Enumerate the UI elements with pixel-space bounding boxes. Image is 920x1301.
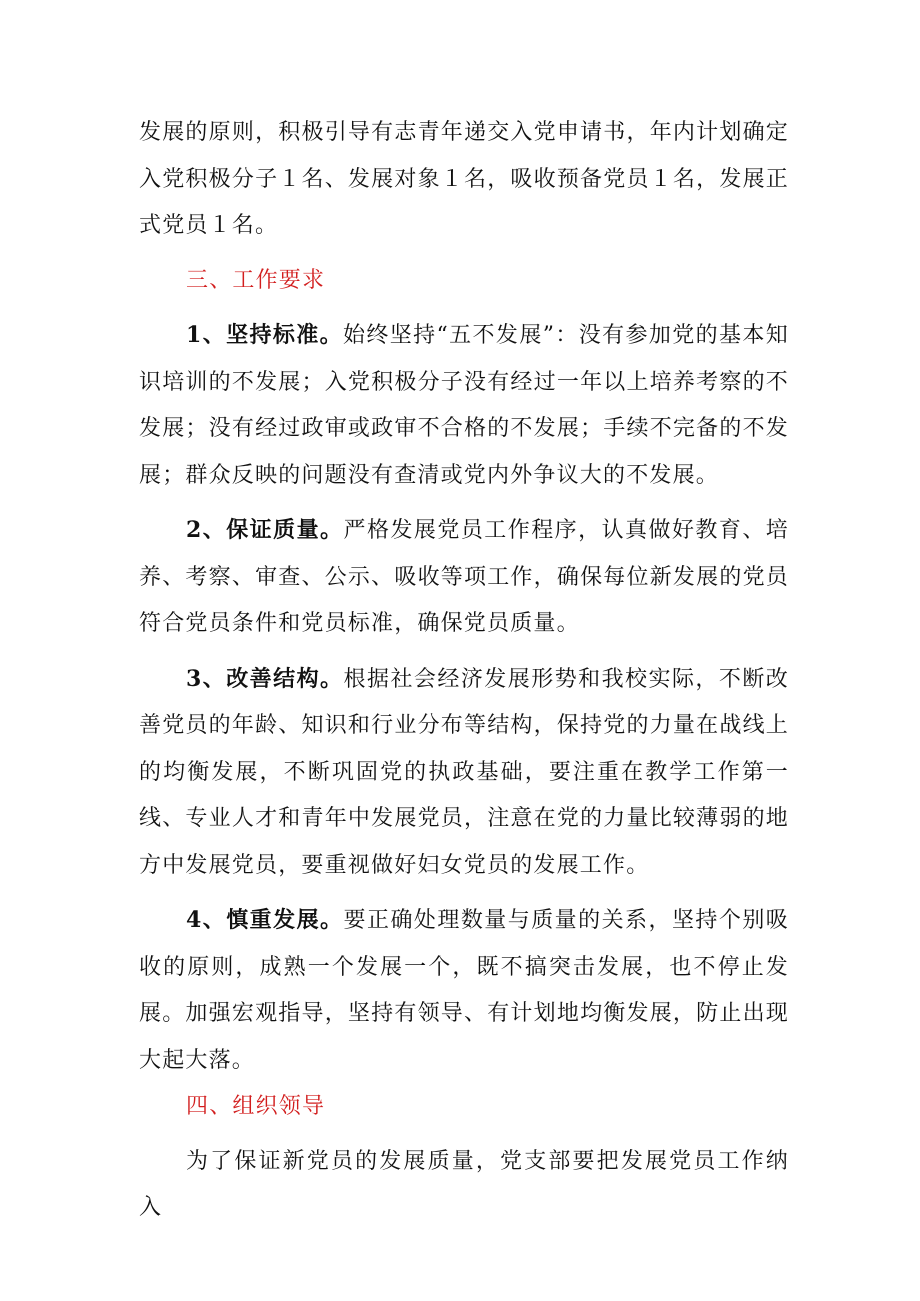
paragraph-leadership: 为了保证新党员的发展质量，党支部要把发展党员工作纳入 [139,1148,789,1220]
section-heading-work-requirements: 三、工作要求 [186,267,326,293]
requirement-body: 严格发展党员工作程序，认真做好教育、培养、考察、审查、公示、吸收等项工作，确保每位新发展的党员符合党员条件和党员标准，确保党员质量。 [139,518,789,636]
requirement-body: 根据社会经济发展形势和我校实际，不断改善党员的年龄、知识和行业分布等结构，保持党的力量在战线上的均衡发展，不断巩固党的执政基础，要注重在教学工作第一线、专业人才和青年中发展党员，注意在党的力量比较薄弱的地方中发展党员，要重视做好妇女党员的发展工作。 [139,666,789,878]
requirement-item-quality [139,507,789,648]
paragraph-continuation: 发展的原则，积极引导有志青年递交入党申请书，年内计划确定入党积极分子１名、发展对象１名，吸收预备党员１名，发展正式党员１名。 [139,120,789,238]
requirement-lead: 3、改善结构。 [186,665,344,692]
requirement-body: 始终坚持“五不发展”：没有参加党的基本知识培训的不发展；入党积极分子没有经过一年以上培养考察的不发展；没有经过政审或政审不合格的不发展；手续不完备的不发展；群众反映的问题没有查清或党内外争议大的不发展。 [139,323,789,488]
section-heading-organizational-leadership: 四、组织领导 [186,1094,326,1119]
requirement-lead: 4、慎重发展。 [186,907,344,933]
document-body [139,110,789,1232]
requirement-item-standards [139,312,789,499]
requirement-item-prudence [139,897,789,1084]
requirement-item-structure [139,656,789,890]
requirement-lead: 2、保证质量。 [186,517,344,543]
requirement-body: 要正确处理数量与质量的关系，坚持个别吸收的原则，成熟一个发展一个，既不搞突击发展，也不停止发展。加强宏观指导，坚持有领导、有计划地均衡发展，防止出现大起大落。 [139,908,789,1073]
requirement-lead: 1、坚持标准。 [186,322,343,348]
